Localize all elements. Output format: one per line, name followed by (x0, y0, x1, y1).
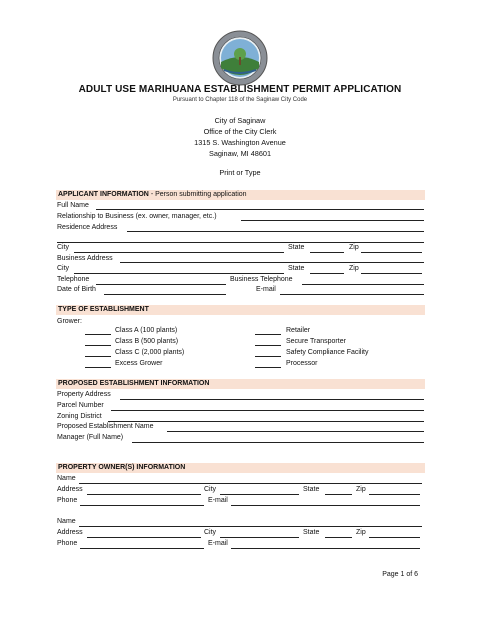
owner2-name-field[interactable] (79, 526, 422, 527)
business-zip-field[interactable] (361, 273, 422, 274)
business-zip-label: Zip (349, 265, 359, 272)
retailer-checkbox[interactable] (255, 334, 281, 335)
parcel-number-label: Parcel Number (57, 402, 104, 409)
city-seal-logo (212, 30, 268, 86)
property-address-label: Property Address (57, 391, 111, 398)
owner1-name-field[interactable] (79, 483, 422, 484)
owner2-zip-label: Zip (356, 529, 366, 536)
owner2-name-label: Name (57, 518, 76, 525)
owner1-email-label: E-mail (208, 497, 228, 504)
business-address-label: Business Address (57, 255, 113, 262)
residence-field[interactable] (127, 231, 424, 232)
page-number: Page 1 of 6 (382, 571, 418, 578)
dob-field[interactable] (104, 294, 226, 295)
class-b-label: Class B (500 plants) (115, 338, 179, 345)
secure-transporter-checkbox[interactable] (255, 345, 281, 346)
page-subtitle: Pursuant to Chapter 118 of the Saginaw City Code (172, 97, 308, 103)
business-city-field[interactable] (74, 273, 284, 274)
owner1-state-label: State (303, 486, 320, 493)
applicant-heading-text: APPLICANT INFORMATION (58, 191, 149, 198)
telephone-label: Telephone (57, 276, 90, 283)
parcel-number-field[interactable] (111, 410, 424, 411)
excess-grower-label: Excess Grower (115, 360, 163, 367)
owner1-zip-label: Zip (356, 486, 366, 493)
owner2-zip-field[interactable] (369, 537, 420, 538)
zoning-district-label: Zoning District (57, 413, 102, 420)
business-state-label: State (288, 265, 305, 272)
class-a-checkbox[interactable] (85, 334, 111, 335)
establishment-name-field[interactable] (167, 431, 424, 432)
owner1-phone-field[interactable] (80, 505, 204, 506)
establishment-section-heading: TYPE OF ESTABLISHMENT (58, 306, 149, 313)
owner2-address-label: Address (57, 529, 83, 536)
zip-label: Zip (349, 244, 359, 251)
relationship-label: Relationship to Business (ex. owner, manager, etc.) (57, 213, 217, 220)
owner2-email-field[interactable] (231, 548, 420, 549)
owner2-address-field[interactable] (87, 537, 201, 538)
owner2-email-label: E-mail (208, 540, 228, 547)
applicant-section-heading (58, 190, 247, 200)
zoning-district-field[interactable] (108, 421, 424, 422)
retailer-label: Retailer (286, 327, 311, 334)
owner2-phone-field[interactable] (80, 548, 204, 549)
print-note: Print or Type (219, 168, 261, 177)
business-telephone-label: Business Telephone (230, 276, 293, 283)
proposed-section-heading: PROPOSED ESTABLISHMENT INFORMATION (58, 380, 210, 387)
class-b-checkbox[interactable] (85, 345, 111, 346)
owner2-city-label: City (204, 529, 217, 536)
safety-compliance-checkbox[interactable] (255, 356, 281, 357)
owner1-name-label: Name (57, 475, 76, 482)
owner2-city-field[interactable] (220, 537, 299, 538)
email-label: E-mail (256, 286, 276, 293)
address-line-4: Saginaw, MI 48601 (208, 149, 272, 158)
owner1-email-field[interactable] (231, 505, 420, 506)
city-label: City (57, 244, 70, 251)
city-field[interactable] (74, 252, 284, 253)
establishment-name-label: Proposed Establishment Name (57, 423, 154, 430)
excess-grower-checkbox[interactable] (85, 367, 111, 368)
business-city-label: City (57, 265, 70, 272)
class-c-checkbox[interactable] (85, 356, 111, 357)
processor-label: Processor (286, 360, 318, 367)
page-title: ADULT USE MARIHUANA ESTABLISHMENT PERMIT APPLICATION (78, 84, 402, 95)
class-a-label: Class A (100 plants) (115, 327, 178, 334)
manager-name-label: Manager (Full Name) (57, 434, 124, 441)
business-telephone-field[interactable] (302, 284, 424, 285)
processor-checkbox[interactable] (255, 367, 281, 368)
owners-section-heading: PROPERTY OWNER(S) INFORMATION (58, 464, 186, 471)
address-line-2: Office of the City Clerk (203, 127, 277, 136)
owner1-address-label: Address (57, 486, 83, 493)
owner2-state-label: State (303, 529, 320, 536)
safety-compliance-label: Safety Compliance Facility (286, 349, 369, 356)
residence-field-line2[interactable] (57, 242, 424, 243)
dob-label: Date of Birth (57, 286, 96, 293)
state-label: State (288, 244, 305, 251)
secure-transporter-label: Secure Transporter (286, 338, 346, 345)
owner1-phone-label: Phone (57, 497, 78, 504)
class-c-label: Class C (2,000 plants) (115, 349, 185, 356)
relationship-field[interactable] (241, 220, 424, 221)
state-field[interactable] (310, 252, 344, 253)
telephone-field[interactable] (96, 284, 226, 285)
owner1-address-field[interactable] (87, 494, 201, 495)
property-address-field[interactable] (120, 399, 424, 400)
full-name-field[interactable] (96, 209, 424, 210)
owner2-state-field[interactable] (325, 537, 352, 538)
business-address-field[interactable] (120, 262, 424, 263)
grower-label: Grower: (57, 318, 82, 325)
owner1-zip-field[interactable] (369, 494, 420, 495)
residence-label: Residence Address (57, 224, 118, 231)
owner1-city-field[interactable] (220, 494, 299, 495)
email-field[interactable] (280, 294, 424, 295)
full-name-label: Full Name (57, 202, 89, 209)
manager-name-field[interactable] (132, 442, 424, 443)
address-line-3: 1315 S. Washington Avenue (194, 138, 286, 147)
owner2-phone-label: Phone (57, 540, 78, 547)
address-line-1: City of Saginaw (214, 116, 266, 125)
owner1-state-field[interactable] (325, 494, 352, 495)
zip-field[interactable] (361, 252, 422, 253)
applicant-heading-note: - Person submitting application (150, 191, 247, 198)
owner1-city-label: City (204, 486, 217, 493)
business-state-field[interactable] (310, 273, 344, 274)
